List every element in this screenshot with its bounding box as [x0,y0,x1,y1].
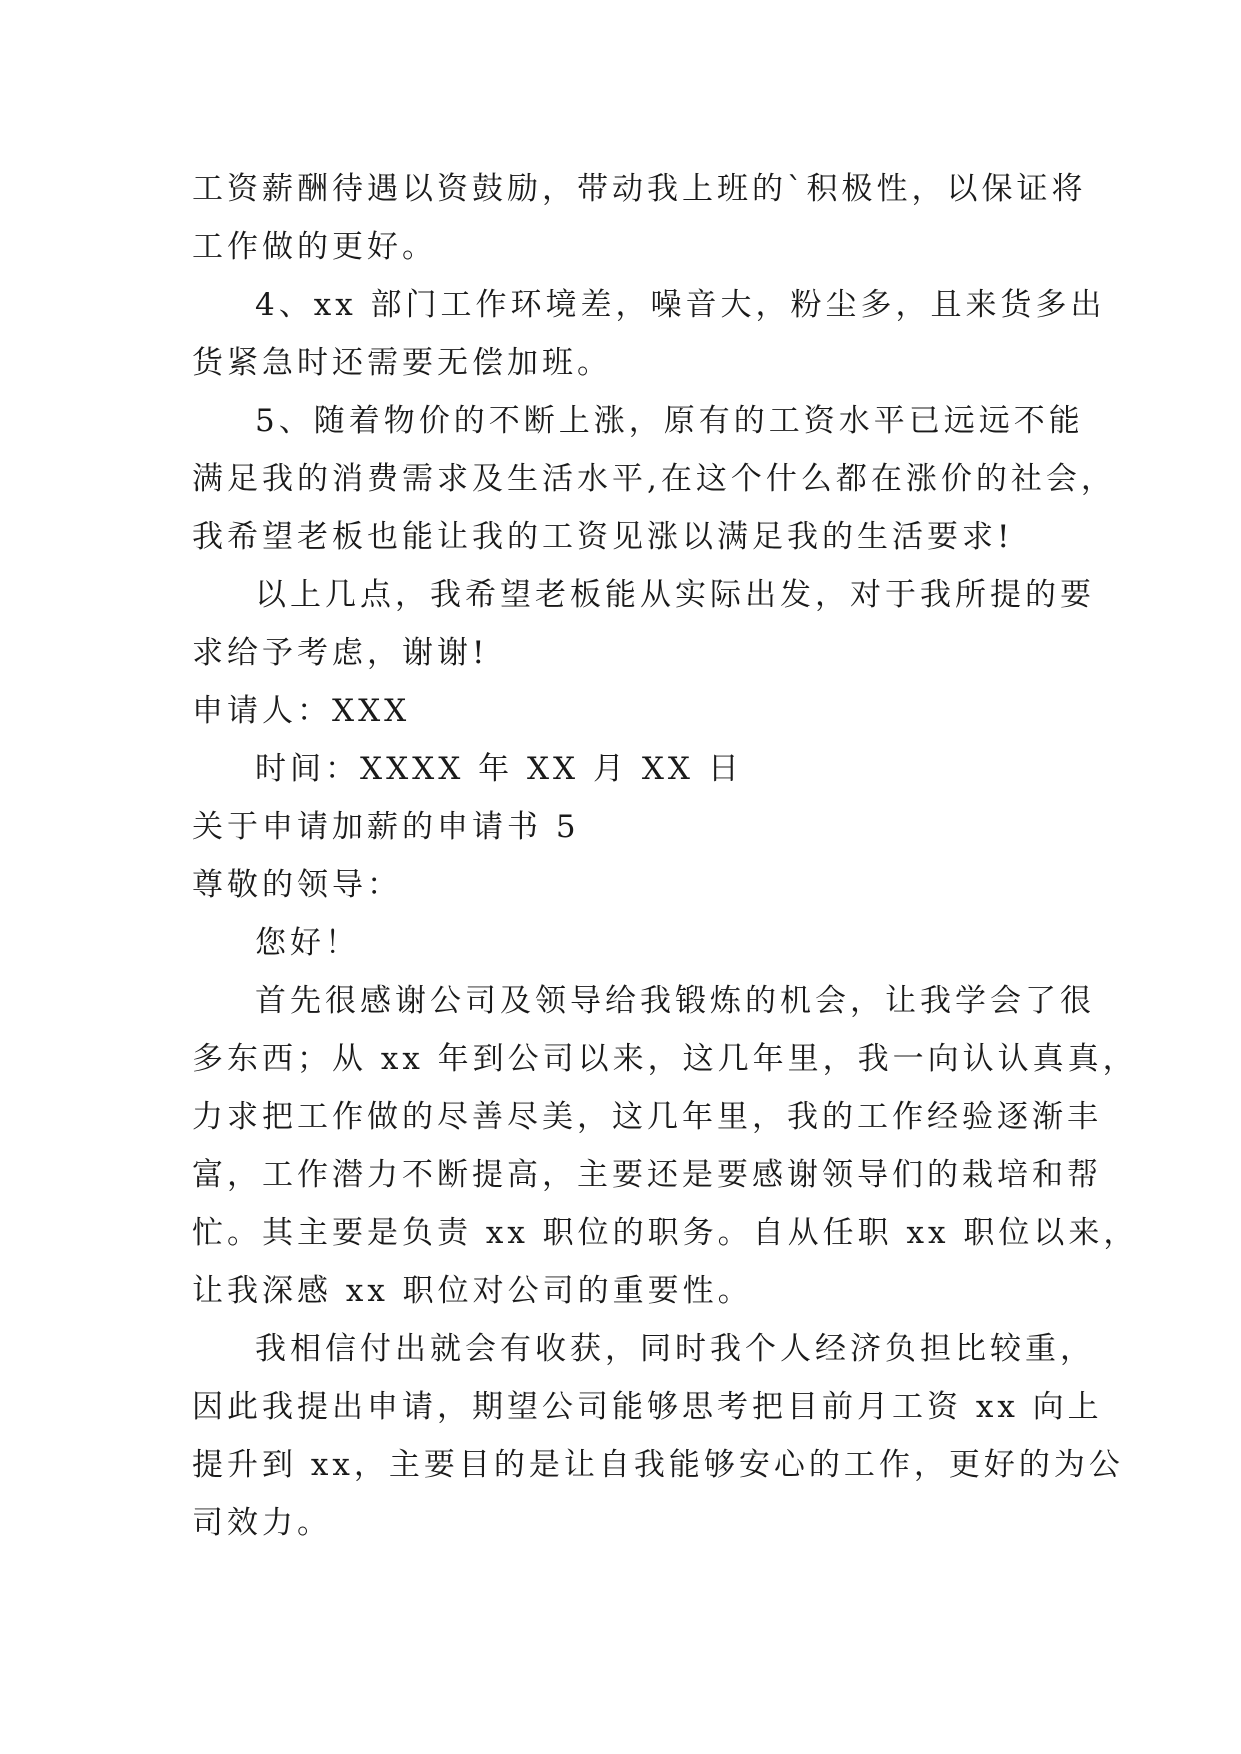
paragraph-line: 满足我的消费需求及生活水平,在这个什么都在涨价的社会， [192,461,1116,497]
applicant-line: 申请人：XXX [192,693,411,729]
section-title: 关于申请加薪的申请书 5 [192,809,580,845]
paragraph-line: 提升到 xx，主要目的是让自我能够安心的工作，更好的为公 [192,1447,1124,1483]
paragraph-line: 工作做的更好。 [192,229,437,265]
date-line: 时间：XXXX 年 XX 月 XX 日 [255,751,743,787]
paragraph-line: 因此我提出申请，期望公司能够思考把目前月工资 xx 向上 [192,1389,1103,1425]
greeting: 您好！ [255,925,360,961]
paragraph-line: 司效力。 [192,1505,332,1541]
paragraph-line: 让我深感 xx 职位对公司的重要性。 [192,1273,753,1309]
paragraph-line: 求给予考虑，谢谢! [192,635,489,671]
paragraph-line: 5、随着物价的不断上涨，原有的工资水平已远远不能 [255,403,1084,439]
salutation: 尊敬的领导： [192,867,402,903]
paragraph-line: 力求把工作做的尽善尽美，这几年里，我的工作经验逐渐丰 [192,1099,1102,1135]
paragraph-line: 4、xx 部门工作环境差，噪音大，粉尘多，且来货多出 [255,287,1106,323]
paragraph-line: 我相信付出就会有收获，同时我个人经济负担比较重， [255,1331,1095,1367]
paragraph-line: 我希望老板也能让我的工资见涨以满足我的生活要求! [192,519,1014,555]
paragraph-line: 货紧急时还需要无偿加班。 [192,345,612,381]
paragraph-line: 工资薪酬待遇以资鼓励，带动我上班的`积极性，以保证将 [192,171,1087,207]
paragraph-line: 富，工作潜力不断提高，主要还是要感谢领导们的栽培和帮 [192,1157,1102,1193]
paragraph-line: 忙。其主要是负责 xx 职位的职务。自从任职 xx 职位以来， [192,1215,1139,1251]
paragraph-line: 首先很感谢公司及领导给我锻炼的机会，让我学会了很 [255,983,1095,1019]
document-body [192,160,1139,1552]
paragraph-line: 以上几点，我希望老板能从实际出发，对于我所提的要 [255,577,1095,613]
paragraph-line: 多东西；从 xx 年到公司以来，这几年里，我一向认认真真， [192,1041,1138,1077]
